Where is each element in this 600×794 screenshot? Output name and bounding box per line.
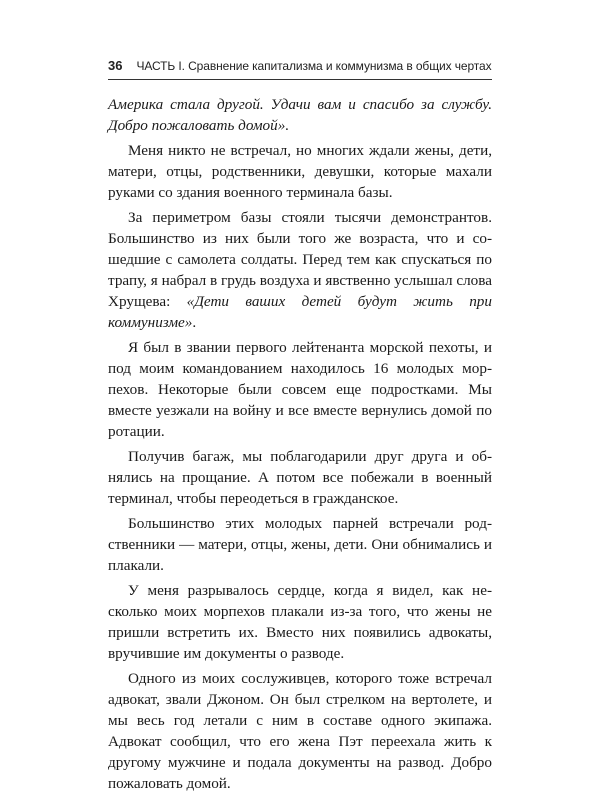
paragraph-3-text: За периметром базы стояли тысячи демонстрантов. Большинство из них были того же возраста, что и сошедшие с самолета солдаты. Перед тем как спускаться по трапу, я набрал в грудь воздуха и явственно услышал слова Хрущева:	[108, 209, 492, 310]
running-head	[108, 58, 492, 80]
paragraph-1	[108, 94, 492, 136]
paragraph-6: Большинство этих молодых парней встречали родственники — матери, отцы, жены, дети. Они обнимались и плакали.	[108, 515, 492, 574]
paragraph-1-italic: Америка стала другой. Удачи вам и спасибо за службу. Добро пожаловать домой».	[108, 96, 492, 134]
paragraph-7: У меня разрывалось сердце, когда я видел, как несколько моих морпехов плакали из-за того, что жены не пришли встретить их. Вместо них появились адвокаты, вручившие им документы о разводе.	[108, 582, 492, 662]
running-title: ЧАСТЬ I. Сравнение капитализма и коммунизма в общих чертах	[136, 59, 492, 73]
paragraph-5: Получив багаж, мы поблагодарили друг друга и обнялись на прощание. А потом все побежали в военный терминал, чтобы переодеться в гражданское.	[108, 448, 492, 507]
paragraph-3	[108, 207, 492, 333]
paragraph-4: Я был в звании первого лейтенанта морской пехоты, и под моим командованием находилось 16 молодых морпехов. Некоторые были совсем еще подростками. Мы вместе уезжали на войну и все вместе вернулись домой по ротации.	[108, 339, 492, 440]
book-page	[108, 58, 492, 794]
paragraph-8: Одного из моих сослуживцев, которого тоже встречал адвокат, звали Джоном. Он был стрелком на вертолете, и мы весь год летали с ним в составе одного экипажа. Адвокат сообщил, что его жена Пэт переехала жить к другому мужчине и подала документы на развод. Добро пожаловать домой.	[108, 670, 492, 792]
body-text	[108, 94, 492, 794]
page-number: 36	[108, 58, 123, 73]
paragraph-2: Меня никто не встречал, но многих ждали жены, дети, матери, отцы, родственники, девушки, которые махали руками со здания военного терминала базы.	[108, 142, 492, 201]
paragraph-3-tail: .	[192, 314, 197, 331]
paragraph-3-quote: «Дети ваших детей будут жить при коммунизме»	[108, 293, 492, 331]
